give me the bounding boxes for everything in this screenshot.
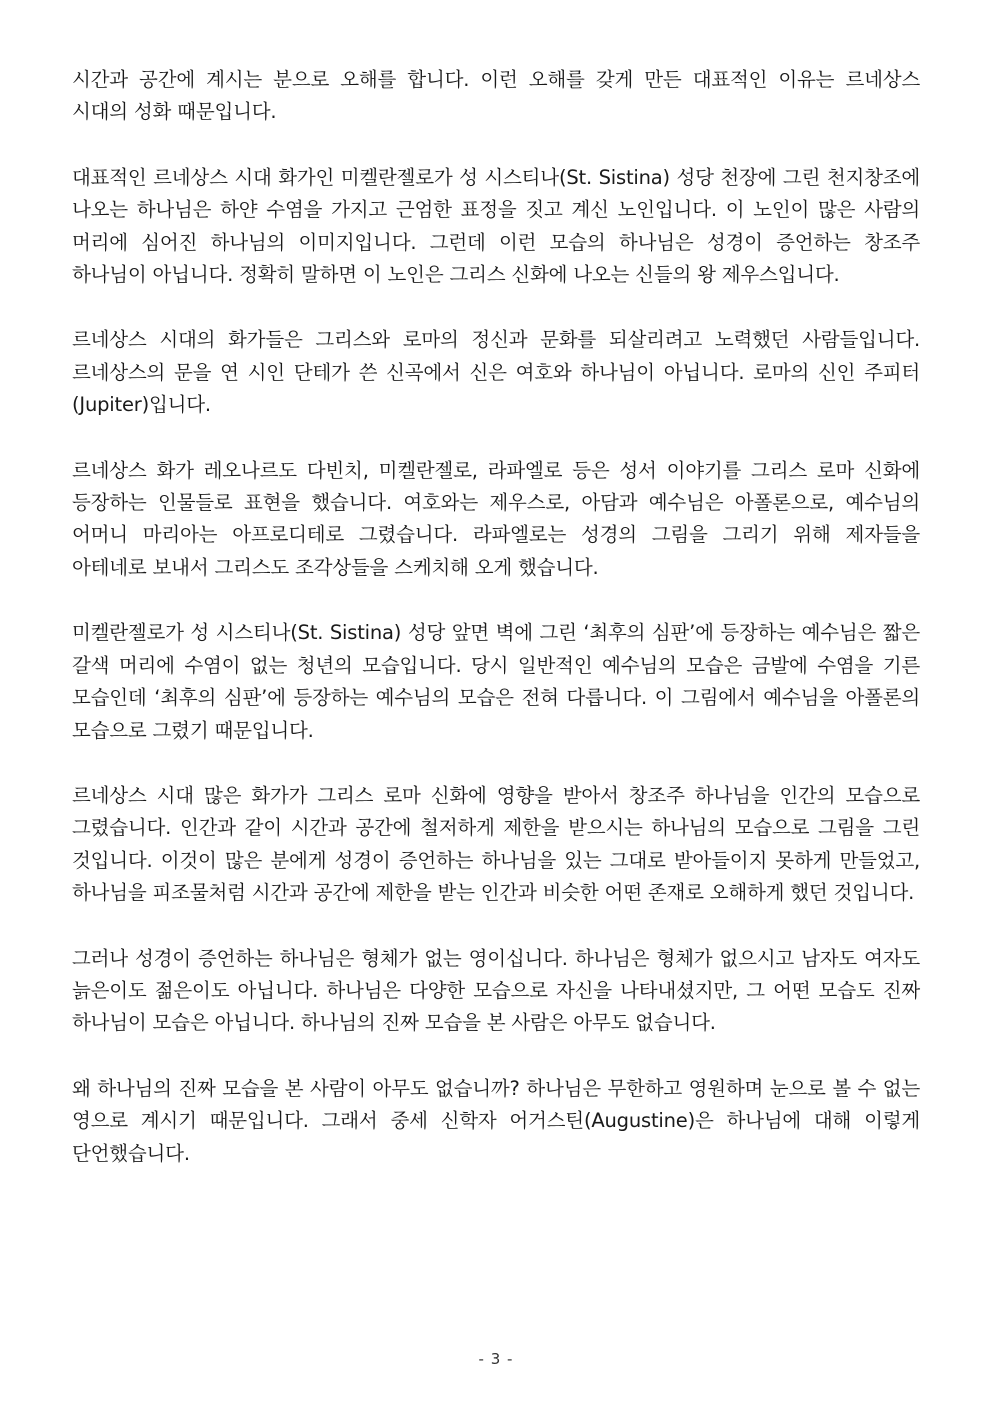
paragraph-8: 왜 하나님의 진짜 모습을 본 사람이 아무도 없습니까? 하나님은 무한하고 영원하며 눈으로 볼 수 없는 영으로 계시기 때문입니다. 그래서 중세 신학자 어거스틴(Augustine)은 하나님에 대해 이렇게 단언했습니다. bbox=[72, 1076, 920, 1165]
paragraph-5: 미켈란젤로가 성 시스티나(St. Sistina) 성당 앞면 벽에 그린 ‘최후의 심판’에 등장하는 예수님은 짧은 갈색 머리에 수염이 없는 청년의 모습입니다. 당시 일반적인 예수님의 모습은 금발에 수염을 기른 모습인데 ‘최후의 심판’에 등장하는 예수님의 모습은 전혀 다릅니다. 이 그림에서 예수님을 아폴론의 모습으로 그렸기 때문입니다. bbox=[72, 621, 920, 742]
paragraph-1: 시간과 공간에 계시는 분으로 오해를 합니다. 이런 오해를 갖게 만든 대표적인 이유는 르네상스 시대의 성화 때문입니다. bbox=[72, 68, 920, 124]
paragraph-7: 그러나 성경이 증언하는 하나님은 형체가 없는 영이십니다. 하나님은 형체가 없으시고 남자도 여자도 늙은이도 젊은이도 아닙니다. 하나님은 다양한 모습으로 자신을 나타내셨지만, 그 어떤 모습도 진짜 하나님이 모습은 아닙니다. 하나님의 진짜 모습을 본 사람은 아무도 없습니다. bbox=[72, 946, 920, 1035]
page-number: - 3 - bbox=[478, 1350, 514, 1368]
paragraph-2: 대표적인 르네상스 시대 화가인 미켈란젤로가 성 시스티나(St. Sistina) 성당 천장에 그린 천지창조에 나오는 하나님은 하얀 수염을 가지고 근엄한 표정을 짓고 계신 노인입니다. 이 노인이 많은 사람의 머리에 심어진 하나님의 이미지입니다. 그런데 이런 모습의 하나님은 성경이 증언하는 창조주 하나님이 아닙니다. 정확히 말하면 이 노인은 그리스 신화에 나오는 신들의 왕 제우스입니다. bbox=[72, 165, 920, 287]
document-body bbox=[72, 64, 920, 1203]
paragraph-6: 르네상스 시대 많은 화가가 그리스 로마 신화에 영향을 받아서 창조주 하나님을 인간의 모습으로 그렸습니다. 인간과 같이 시간과 공간에 철저하게 제한을 받으시는 하나님의 모습으로 그림을 그린 것입니다. 이것이 많은 분에게 성경이 증언하는 하나님을 있는 그대로 받아들이지 못하게 만들었고, 하나님을 피조물처럼 시간과 공간에 제한을 받는 인간과 비슷한 어떤 존재로 오해하게 했던 것입니다. bbox=[72, 783, 920, 905]
paragraph-4: 르네상스 화가 레오나르도 다빈치, 미켈란젤로, 라파엘로 등은 성서 이야기를 그리스 로마 신화에 등장하는 인물들로 표현을 했습니다. 여호와는 제우스로, 아담과 예수님은 아폴론으로, 예수님의 어머니 마리아는 아프로디테로 그렸습니다. 라파엘로는 성경의 그림을 그리기 위해 제자들을 아테네로 보내서 그리스도 조각상들을 스케치해 오게 했습니다. bbox=[72, 458, 920, 579]
paragraph-3: 르네상스 시대의 화가들은 그리스와 로마의 정신과 문화를 되살리려고 노력했던 사람들입니다. 르네상스의 문을 연 시인 단테가 쓴 신곡에서 신은 여호와 하나님이 아닙니다. 로마의 신인 주피터(Jupiter)입니다. bbox=[72, 328, 920, 417]
